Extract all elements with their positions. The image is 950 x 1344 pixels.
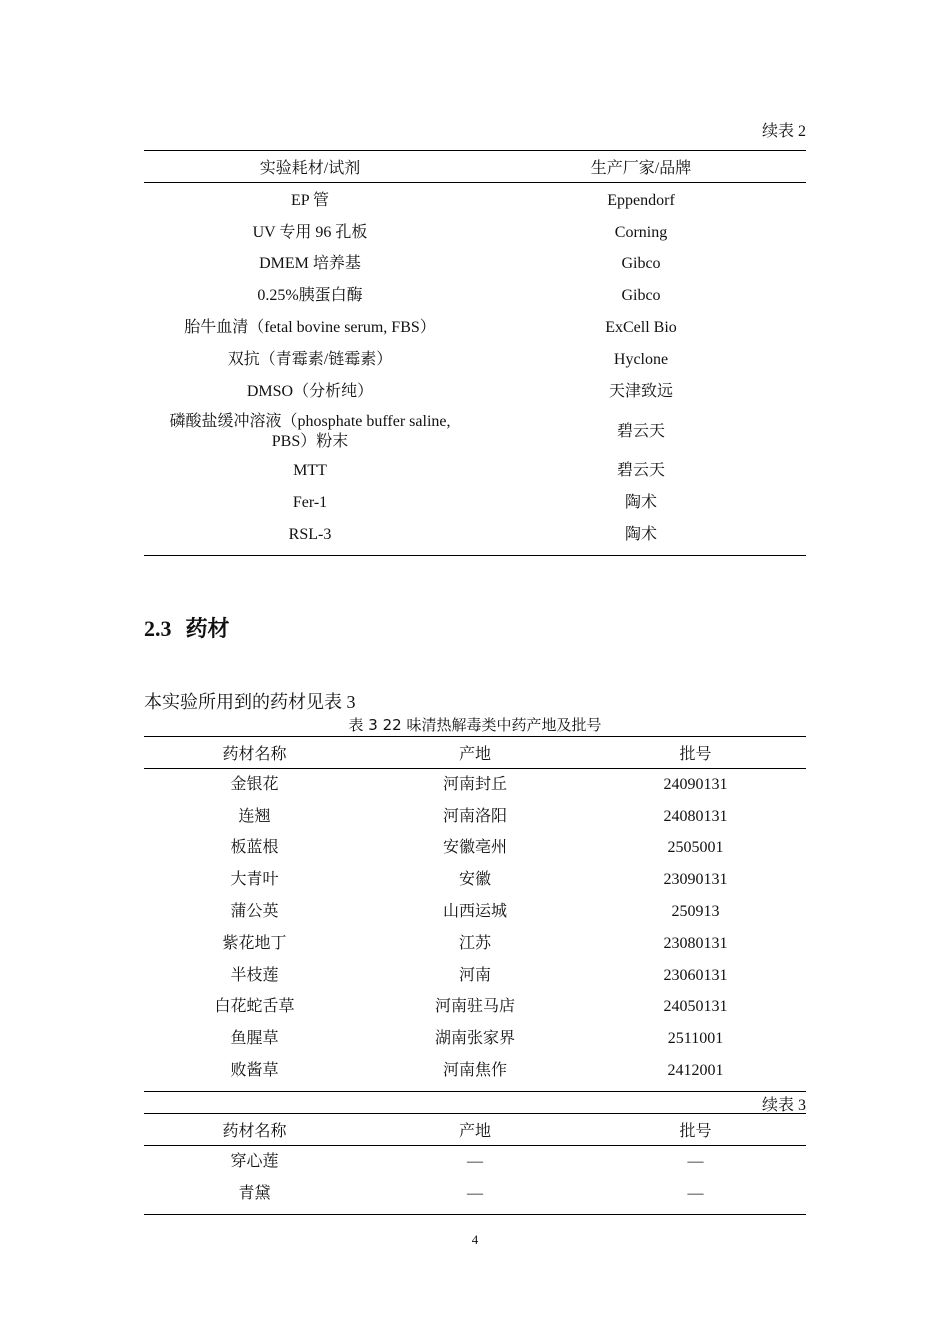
table-cell: 大青叶 — [230, 871, 279, 889]
table-cell: 半枝莲 — [230, 966, 279, 984]
table-cell: 湖南张家界 — [434, 1030, 515, 1048]
table-cell: Eppendorf — [607, 191, 675, 209]
table-cell: 山西运城 — [442, 903, 507, 921]
table-cell: 陶术 — [624, 494, 657, 512]
table-cell: 2511001 — [667, 1030, 724, 1048]
column-header: 实验耗材/试剂 — [144, 151, 476, 183]
table-cell: 穿心莲 — [230, 1152, 279, 1170]
table-cell: 河南焦作 — [442, 1062, 507, 1080]
table-cell: 败酱草 — [230, 1062, 279, 1080]
table-cell: 连翘 — [238, 807, 271, 825]
column-header: 生产厂家/品牌 — [476, 151, 806, 183]
table-row — [144, 280, 806, 312]
table-header-row — [144, 737, 806, 769]
column-header: 药材名称 — [144, 737, 365, 769]
table-cell: — — [687, 1184, 704, 1202]
table2-continued-label: 续表 2 — [761, 123, 806, 140]
table-cell: 胎牛血清（fetal bovine serum, FBS） — [184, 319, 436, 337]
table-header-row — [144, 151, 806, 183]
table3-continued — [144, 1113, 806, 1215]
table-row — [144, 312, 806, 344]
table-cell: 23090131 — [663, 871, 728, 889]
table-cell: 23080131 — [663, 934, 728, 952]
table-cell: 安徽 — [458, 871, 491, 889]
table-cell: Gibco — [621, 255, 661, 273]
table-row — [144, 928, 806, 960]
table-cell: Corning — [614, 223, 668, 241]
column-header: 产地 — [365, 1114, 585, 1146]
table-cell: 板蓝根 — [230, 839, 279, 857]
table-cell: 青黛 — [238, 1184, 271, 1202]
table-row — [144, 833, 806, 865]
column-header: 产地 — [365, 737, 585, 769]
column-header: 药材名称 — [144, 1114, 365, 1146]
table-cell: Hyclone — [613, 350, 669, 368]
table3-continued-label: 续表 3 — [761, 1097, 806, 1114]
table-cell: DMSO（分析纯） — [246, 382, 374, 400]
table-row — [144, 344, 806, 376]
table-cell: EP 管 — [290, 191, 330, 209]
table-row — [144, 1146, 806, 1178]
table-cell: 磷酸盐缓冲溶液（phosphate buffer saline, PBS）粉末 — [169, 412, 451, 450]
table-cell: 天津致远 — [608, 382, 673, 400]
table-cell: 碧云天 — [616, 422, 665, 440]
column-header: 批号 — [585, 1114, 806, 1146]
table3-caption: 表 3 22 味清热解毒类中药产地及批号 — [348, 716, 602, 734]
table3 — [144, 736, 806, 1092]
table-cell: 2412001 — [667, 1062, 724, 1080]
table-row — [144, 376, 806, 408]
table-cell: 河南 — [458, 966, 491, 984]
table-cell: Gibco — [621, 287, 661, 305]
table-cell: RSL-3 — [288, 526, 332, 544]
table-cell: ExCell Bio — [605, 319, 677, 337]
table-row — [144, 992, 806, 1024]
table-cell: 鱼腥草 — [230, 1030, 279, 1048]
table-cell: 河南封丘 — [442, 775, 507, 793]
table-row — [144, 769, 806, 801]
table-cell: — — [467, 1152, 483, 1170]
table-cell: 白花蛇舌草 — [214, 998, 295, 1016]
table-row — [144, 408, 806, 456]
section-heading — [144, 612, 230, 643]
table-cell: Fer-1 — [292, 494, 328, 512]
table-cell: 金银花 — [230, 775, 279, 793]
table-row — [144, 456, 806, 488]
table-header-row — [144, 1114, 806, 1146]
table-cell: — — [687, 1152, 704, 1170]
table-row — [144, 249, 806, 281]
table-cell: 安徽亳州 — [442, 839, 507, 857]
page-number: 4 — [471, 1232, 479, 1247]
intro-paragraph: 本实验所用到的药材见表 3 — [144, 692, 356, 712]
table-cell: 23060131 — [663, 966, 728, 984]
table-cell: DMEM 培养基 — [259, 255, 361, 273]
table-cell: — — [467, 1184, 483, 1202]
table-cell: 24090131 — [663, 775, 728, 793]
table-cell: 陶术 — [624, 526, 657, 544]
table-row — [144, 864, 806, 896]
table-cell: 河南洛阳 — [442, 807, 507, 825]
table-row — [144, 896, 806, 928]
table-row — [144, 1023, 806, 1055]
section-number: 2.3 — [144, 616, 172, 641]
table-row — [144, 519, 806, 555]
table-cell: 0.25%胰蛋白酶 — [257, 287, 363, 305]
table-cell: UV 专用 96 孔板 — [252, 223, 368, 241]
section-title: 药材 — [185, 617, 230, 642]
table-cell: 紫花地丁 — [222, 934, 287, 952]
table-row — [144, 960, 806, 992]
table-row — [144, 1055, 806, 1091]
table-row — [144, 1178, 806, 1214]
table2-continued — [144, 150, 806, 556]
table-cell: 2505001 — [667, 839, 724, 857]
table-cell: 蒲公英 — [230, 903, 279, 921]
column-header: 批号 — [585, 737, 806, 769]
table-cell: 24080131 — [663, 807, 728, 825]
table-cell: 双抗（青霉素/链霉素） — [227, 350, 393, 368]
table-cell: 24050131 — [663, 998, 728, 1016]
table-row — [144, 217, 806, 249]
table-cell: 河南驻马店 — [434, 998, 515, 1016]
table-cell: 碧云天 — [616, 462, 665, 480]
table-row — [144, 487, 806, 519]
table-row — [144, 183, 806, 217]
table-cell: 江苏 — [458, 934, 491, 952]
table-cell: 250913 — [671, 903, 720, 921]
table-cell: MTT — [293, 462, 327, 480]
table-row — [144, 801, 806, 833]
